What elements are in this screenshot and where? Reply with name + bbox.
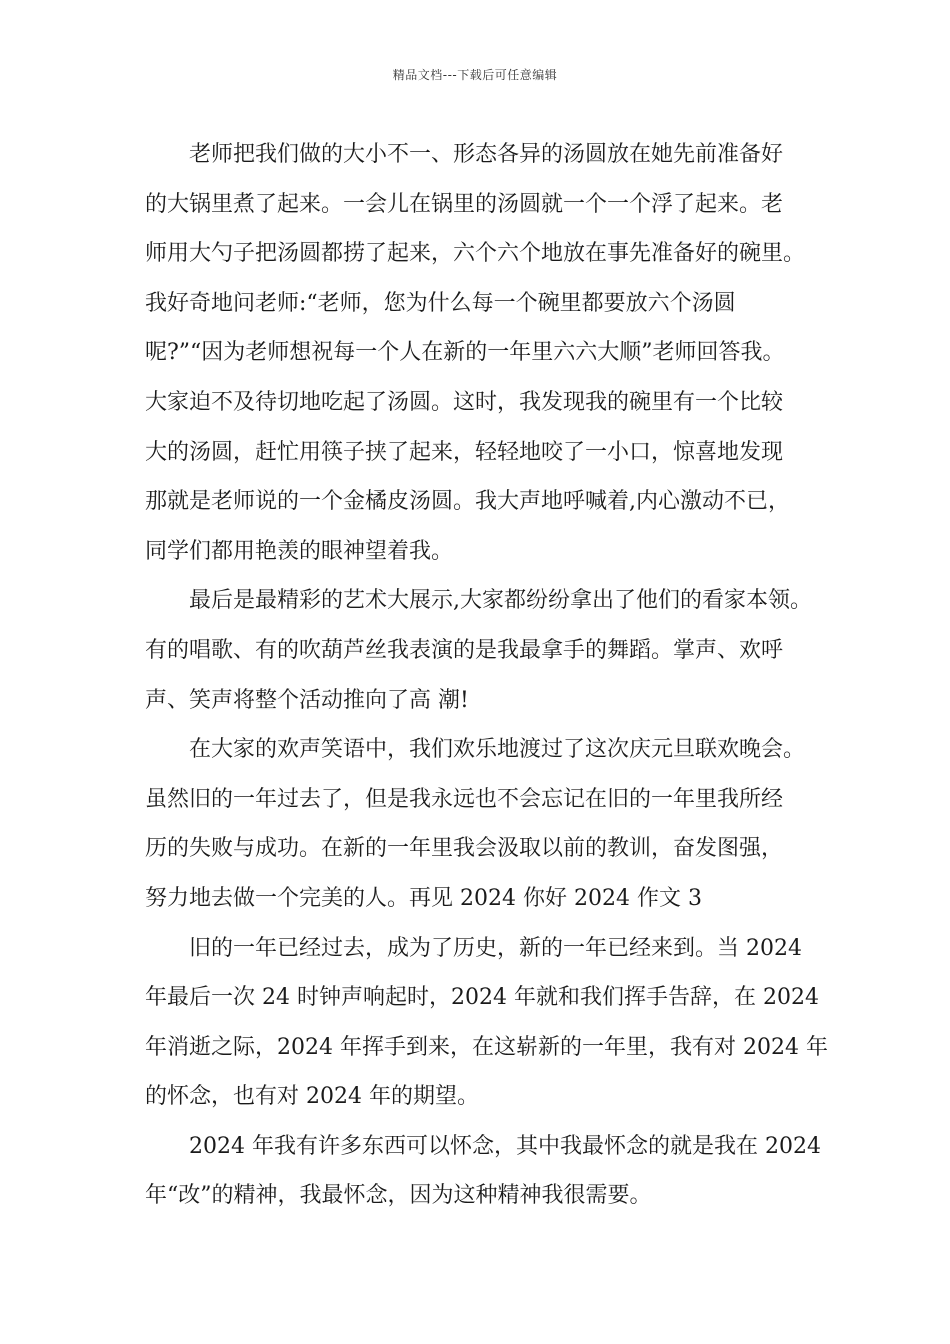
text-line: 老师把我们做的大小不一、形态各异的汤圆放在她先前准备好 xyxy=(189,142,784,167)
document-body xyxy=(145,130,828,1221)
text-line: 声、笑声将整个活动推向了高 潮! xyxy=(145,687,469,713)
text-line: 在大家的欢声笑语中，我们欢乐地渡过了这次庆元旦联欢晚会。 xyxy=(189,737,806,763)
text-line: 年最后一次 24 时钟声响起时，2024 年就和我们挥手告辞，在 2024 xyxy=(145,985,819,1011)
text-line: 2024 年我有许多东西可以怀念，其中我最怀念的就是我在 2024 xyxy=(189,1133,821,1159)
paragraph-3 xyxy=(145,725,810,923)
text-line: 旧的一年已经过去，成为了历史，新的一年已经来到。当 2024 xyxy=(189,935,802,961)
page-header: 精品文档---下载后可任意编辑 xyxy=(392,68,558,82)
paragraph-2 xyxy=(145,576,810,725)
paragraph-4 xyxy=(145,924,828,1122)
text-line: 那就是老师说的一个金橘皮汤圆。我大声地呼喊着,内心激动不已， xyxy=(145,489,790,515)
text-line: 的怀念，也有对 2024 年的期望。 xyxy=(145,1084,479,1110)
text-line: 我好奇地问老师:“老师，您为什么每一个碗里都要放六个汤圆 xyxy=(145,290,736,316)
text-line: 努力地去做一个完美的人。再见 2024 你好 2024 作文 3 xyxy=(145,885,702,911)
text-line: 大的汤圆，赶忙用筷子挟了起来，轻轻地咬了一小口，惊喜地发现 xyxy=(145,439,784,465)
text-line: 历的失败与成功。在新的一年里我会汲取以前的教训，奋发图强， xyxy=(145,836,784,862)
paragraph-5 xyxy=(145,1122,821,1221)
text-line: 的大锅里煮了起来。一会儿在锅里的汤圆就一个一个浮了起来。老 xyxy=(145,191,784,217)
text-line: 最后是最精彩的艺术大展示,大家都纷纷拿出了他们的看家本领。 xyxy=(189,588,812,614)
text-line: 同学们都用艳羡的眼神望着我。 xyxy=(145,538,454,564)
text-line: 大家迫不及待切地吃起了汤圆。这时，我发现我的碗里有一个比较 xyxy=(145,389,784,415)
paragraph-1 xyxy=(145,130,810,576)
text-line: 虽然旧的一年过去了，但是我永远也不会忘记在旧的一年里我所经 xyxy=(145,786,784,812)
text-line: 年“改”的精神，我最怀念，因为这种精神我很需要。 xyxy=(145,1183,652,1209)
text-line: 呢?”“因为老师想祝每一个人在新的一年里六六大顺”老师回答我。 xyxy=(145,340,785,366)
text-line: 有的唱歌、有的吹葫芦丝我表演的是我最拿手的舞蹈。掌声、欢呼 xyxy=(145,637,784,663)
text-line: 年消逝之际，2024 年挥手到来，在这崭新的一年里，我有对 2024 年 xyxy=(145,1034,828,1060)
text-line: 师用大勺子把汤圆都捞了起来，六个六个地放在事先准备好的碗里。 xyxy=(145,241,806,267)
